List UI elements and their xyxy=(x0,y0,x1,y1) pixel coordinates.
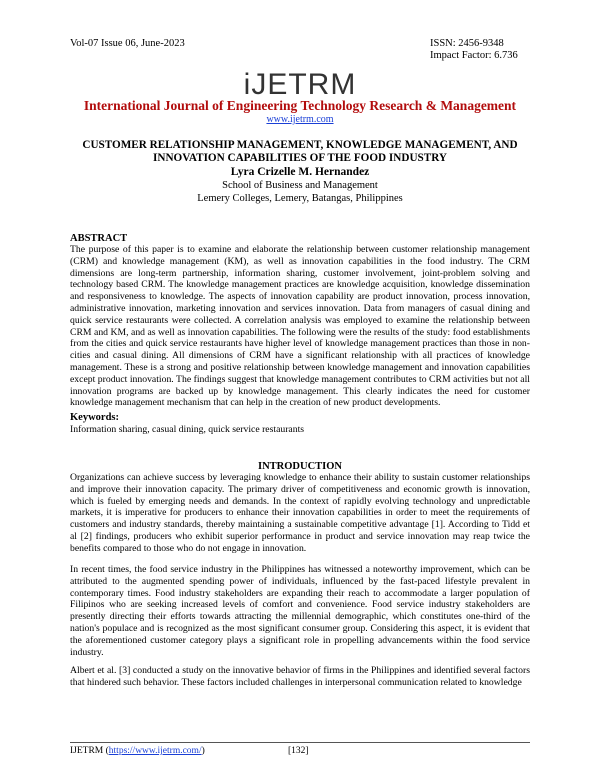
abstract-text: The purpose of this paper is to examine and elaborate the relationship between customer relationship management (CRM) and knowledge management (KM), as well as innovation capabilities in the food industry. The CRM dimensions are long-term partnership, information sharing, customer involvement, joint-problem solving and technology based CRM. The knowledge management practices are knowledge acquisition, knowledge dissemination and responsiveness to knowledge. The aspects of innovation capability are product innovation, process innovation, administrative innovation, marketing innovation and services innovation. Data from managers of casual dining and quick service restaurants were collected. A correlation analysis was employed to examine the relationship between CRM and KM, and as well as innovation capabilities. The following were the results of the study: food establishments from the cities and quick service restaurants have higher level of knowledge management practices than those in non-cities and casual dining. All dimensions of CRM have a significant relationship with all practices of knowledge management. These is a strong and positive relationship between knowledge management and innovation capabilities except product innovation. The findings suggest that knowledge management contributes to CRM activities but not all innovation programs are backed up by knowledge management. This clearly indicates the need for customer knowledge management mechanism that can help in the creation of new product developments. xyxy=(70,244,530,409)
impact-factor: Impact Factor: 6.736 xyxy=(430,50,518,61)
intro-paragraph-3: Albert et al. [3] conducted a study on the innovative behavior of firms in the Philippines and identified several factors that hindered such behavior. These factors included challenges in interpersonal communication related to knowledge xyxy=(70,665,530,688)
journal-url-link[interactable]: www.ijetrm.com xyxy=(266,114,334,125)
journal-logo: iJETRM xyxy=(243,68,357,101)
footer-journal-label: IJETRM ( xyxy=(70,746,109,756)
volume-info: Vol-07 Issue 06, June-2023 xyxy=(70,38,185,49)
intro-paragraph-1: Organizations can achieve success by leveraging knowledge to enhance their ability to sustain customer relationships and improve their innovation capacity. The primary driver of competitiveness and economic growth is innovation, which is fueled by emerging needs and demands. In the context of rapidly evolving technology and unpredictable markets, it is imperative for producers to enhance their innovation capabilities in order to meet the requirements of customers and industry standards, thereby maintaining a sustainable competitive advantage [1]. According to Tidd et al [2] findings, producers who exhibit superior performance in product and service innovation may reap twice the benefits compared to those who do not engage in innovation. xyxy=(70,472,530,554)
issn-info: ISSN: 2456-9348 xyxy=(430,38,504,49)
abstract-heading: ABSTRACT xyxy=(70,233,128,244)
footer-link[interactable]: https://www.ijetrm.com/ xyxy=(108,746,202,756)
affiliation-school: School of Business and Management xyxy=(222,180,378,191)
footer-journal xyxy=(70,746,205,756)
affiliation-college: Lemery Colleges, Lemery, Batangas, Philippines xyxy=(197,193,403,204)
author-name: Lyra Crizelle M. Hernandez xyxy=(230,166,370,178)
page-number: [132] xyxy=(288,746,309,756)
paper-title: CUSTOMER RELATIONSHIP MANAGEMENT, KNOWLEDGE MANAGEMENT, AND INNOVATION CAPABILITIES OF THE FOOD INDUSTRY xyxy=(82,139,518,164)
journal-name: International Journal of Engineering Technology Research & Management xyxy=(83,98,517,113)
keywords-text: Information sharing, casual dining, quick service restaurants xyxy=(70,424,305,435)
intro-paragraph-2: In recent times, the food service industry in the Philippines has witnessed a noteworthy improvement, which can be attributed to the augmented spending power of individuals, influenced by the fast-paced lifestyle prevalent in contemporary times. Food industry stakeholders are expanding their reach to accommodate a larger population of Filipinos who are seeking increased levels of comfort and convenience. Food service industry stakeholders are presently directing their efforts towards attracting the millennial demographic, which constitutes one-third of the nation's populace and is recognized as the most significant consumer group. Considering this aspect, it is evident that the aforementioned customer category plays a significant role in propelling advancements within the food service industry. xyxy=(70,564,530,658)
introduction-heading: INTRODUCTION xyxy=(257,461,342,472)
footer-close: ) xyxy=(201,746,205,756)
footer-divider xyxy=(70,742,530,743)
keywords-heading: Keywords: xyxy=(70,412,119,423)
